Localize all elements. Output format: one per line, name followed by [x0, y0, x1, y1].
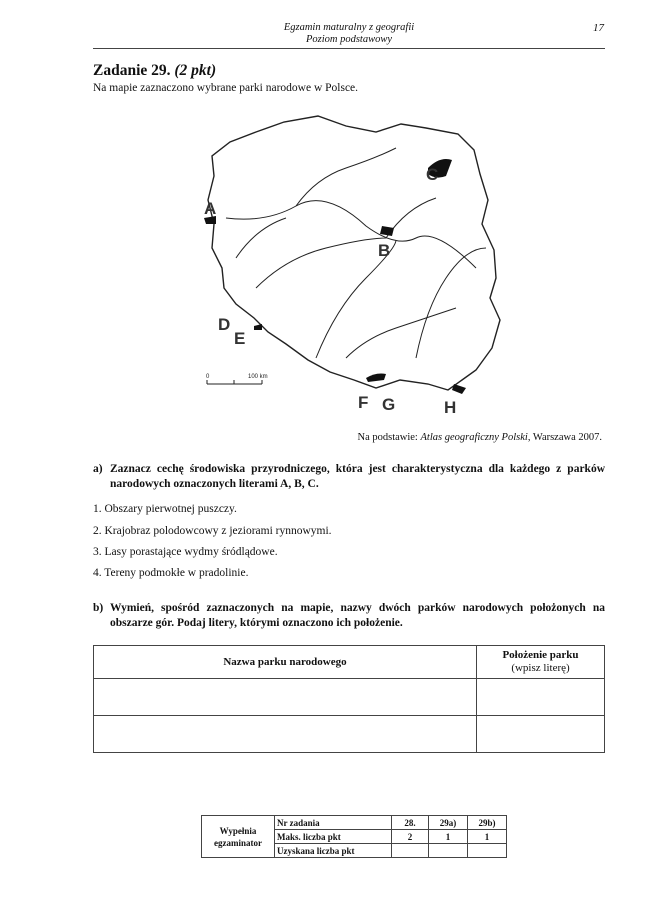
answer-col-location-hint: (wpisz literę): [511, 662, 570, 674]
park-label-f: F: [358, 393, 369, 412]
row-label-task-number: Nr zadania: [275, 816, 392, 830]
task-title: [93, 62, 216, 80]
col-29b: 29b): [468, 816, 507, 830]
source-suffix: , Warszawa 2007.: [527, 432, 602, 443]
scale-max: 100 km: [248, 374, 268, 380]
header-divider: [93, 48, 605, 49]
examiner-side-label: [202, 816, 275, 858]
answer-park-name-2[interactable]: [94, 716, 477, 753]
max-points-29b: 1: [468, 830, 507, 844]
map-source: [357, 432, 602, 443]
task-number: Zadanie 29.: [93, 62, 171, 79]
park-label-d: D: [218, 315, 231, 334]
examiner-label-line1: Wypełnia: [219, 825, 257, 836]
max-points-29a: 1: [429, 830, 468, 844]
page-number: 17: [593, 22, 604, 34]
examiner-table: [201, 815, 507, 858]
examiner-label-line2: egzaminator: [214, 837, 262, 848]
question-b: [93, 601, 605, 631]
option-3[interactable]: 3. Lasy porastające wydmy śródlądowe.: [93, 546, 278, 558]
question-a: [93, 462, 605, 492]
park-label-c: C: [426, 165, 439, 184]
option-2[interactable]: 2. Krajobraz polodowcowy z jeziorami rynnowymi.: [93, 525, 332, 537]
park-label-g: G: [382, 395, 396, 414]
scale-bar: [206, 374, 268, 384]
question-a-text: Zaznacz cechę środowiska przyrodniczego, która jest charakterystyczna dla każdego z parków narodowych oznaczonych literami A, B, C.: [110, 463, 605, 490]
source-title: Atlas geograficzny Polski: [420, 432, 528, 443]
task-points: (2 pkt): [174, 62, 217, 79]
park-label-h: H: [444, 398, 457, 417]
obtained-points-29b[interactable]: [468, 844, 507, 858]
col-29a: 29a): [429, 816, 468, 830]
page-header: [93, 22, 605, 46]
option-4[interactable]: 4. Tereny podmokłe w pradolinie.: [93, 567, 249, 579]
poland-border: [208, 116, 500, 390]
park-label-a: A: [204, 199, 217, 218]
col-28: 28.: [392, 816, 429, 830]
park-label-e: E: [234, 329, 246, 348]
obtained-points-29a[interactable]: [429, 844, 468, 858]
scale-zero: 0: [206, 374, 210, 380]
source-prefix: Na podstawie:: [357, 432, 421, 443]
question-b-label: b): [93, 602, 104, 614]
answer-col-location: [477, 646, 605, 679]
rivers: [226, 148, 486, 358]
option-1[interactable]: 1. Obszary pierwotnej puszczy.: [93, 503, 237, 515]
answer-col-location-title: Położenie parku: [502, 649, 579, 661]
question-b-text: Wymień, spośród zaznaczonych na mapie, nazwy dwóch parków narodowych położonych na obszarze gór. Podaj litery, którymi oznaczono ich położenie.: [110, 602, 605, 629]
answer-col-park-name: Nazwa parku narodowego: [94, 646, 477, 679]
park-label-b: B: [378, 241, 391, 260]
answer-location-2[interactable]: [477, 716, 605, 753]
row-label-max-points: Maks. liczba pkt: [275, 830, 392, 844]
task-intro: Na mapie zaznaczono wybrane parki narodowe w Polsce.: [93, 82, 359, 94]
max-points-28: 2: [392, 830, 429, 844]
poland-map: [196, 108, 516, 430]
header-exam-name: Egzamin maturalny z geografii: [283, 22, 415, 33]
park-markers: [204, 159, 466, 394]
question-a-label: a): [93, 463, 103, 475]
header-level: Poziom podstawowy: [305, 34, 393, 45]
answer-park-name-1[interactable]: [94, 679, 477, 716]
answer-location-1[interactable]: [477, 679, 605, 716]
obtained-points-28[interactable]: [392, 844, 429, 858]
answer-table: [93, 645, 605, 753]
row-label-obtained-points: Uzyskana liczba pkt: [275, 844, 392, 858]
